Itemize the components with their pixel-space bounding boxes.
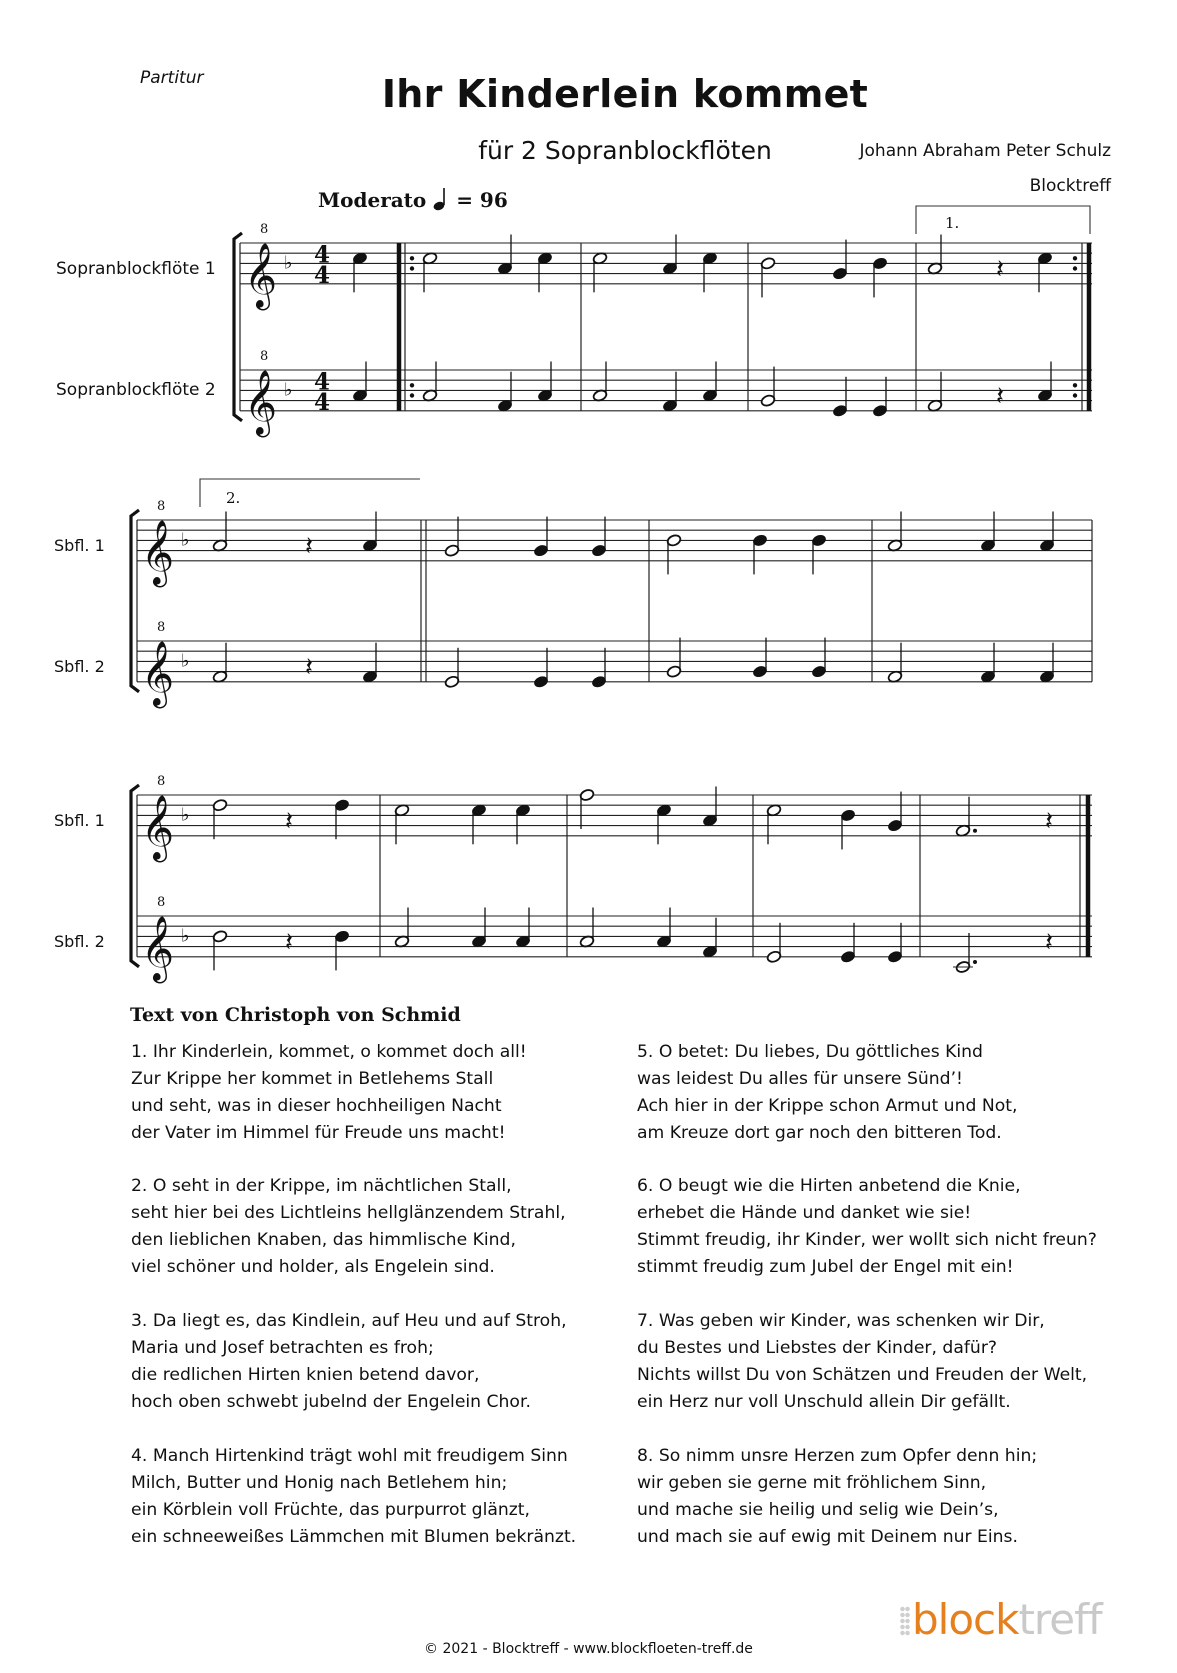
staff-label-sopran-1: Sopranblockflöte 1 xyxy=(56,259,216,279)
treble-clef-icon: 𝄞 xyxy=(141,519,175,585)
system-bracket xyxy=(131,785,139,967)
treble-clef-icon: 𝄞 xyxy=(141,915,175,981)
quarter-rest-icon: 𝄽 xyxy=(996,254,1004,285)
quarter-rest-icon: 𝄽 xyxy=(305,531,313,562)
logo-text-block: block xyxy=(912,1595,1019,1644)
instrumentation-subtitle: für 2 Sopranblockflöten xyxy=(478,136,772,165)
octave-8-mark: 8 xyxy=(260,222,269,237)
augmentation-dot xyxy=(973,960,977,964)
flat-key-signature: ♭ xyxy=(181,925,190,947)
blocktreff-logo xyxy=(900,1595,1102,1644)
repeat-dot xyxy=(1073,256,1077,260)
composer-name: Johann Abraham Peter Schulz xyxy=(859,141,1111,161)
verse-1: 1. Ihr Kinderlein, kommet, o kommet doch all! Zur Krippe her kommet in Betlehems Stall und seht, was in dieser hochheiligen Nacht der Vater im Himmel für Freude uns macht! xyxy=(131,1042,527,1143)
system-bracket xyxy=(234,233,242,421)
verse-4: 4. Manch Hirtenkind trägt wohl mit freudigem Sinn Milch, Butter und Honig nach Betlehem hin; ein Körblein voll Früchte, das purpurrot glänzt, ein schneeweißes Lämmchen mit Blumen bekränzt. xyxy=(131,1446,577,1547)
quarter-rest-icon: 𝄽 xyxy=(285,927,293,958)
treble-clef-icon: 𝄞 xyxy=(141,640,175,706)
repeat-dot xyxy=(410,383,414,387)
time-signature-bottom: 4 xyxy=(314,261,331,289)
octave-8-mark: 8 xyxy=(157,895,166,910)
copyright-footer: © 2021 - Blocktreff - www.blockfloeten-treff.de xyxy=(424,1641,753,1657)
tempo-value: = 96 xyxy=(456,188,508,212)
arranger-name: Blocktreff xyxy=(1029,176,1111,196)
octave-8-mark: 8 xyxy=(157,774,166,789)
flat-key-signature: ♭ xyxy=(284,379,293,401)
staff-label-sbfl-1: Sbfl. 1 xyxy=(54,536,105,555)
time-signature-top: 4 xyxy=(314,241,331,269)
augmentation-dot xyxy=(973,829,977,833)
verse-3: 3. Da liegt es, das Kindlein, auf Heu und auf Stroh, Maria und Josef betrachten es froh; die redlichen Hirten knien betend davor, hoch oben schwebt jubelnd der Engelein Chor. xyxy=(131,1311,567,1412)
volta-1-label: 1. xyxy=(945,214,960,232)
treble-clef-icon: 𝄞 xyxy=(244,369,278,435)
treble-clef-icon: 𝄞 xyxy=(141,794,175,860)
treble-clef-icon: 𝄞 xyxy=(244,242,278,308)
quarter-rest-icon: 𝄽 xyxy=(996,381,1004,412)
verse-5: 5. O betet: Du liebes, Du göttliches Kind was leidest Du alles für unsere Sünd’! Ach hier in der Krippe schon Armut und Not, am Kreuze dort gar noch den bitteren Tod. xyxy=(637,1042,1018,1143)
logo-dots-icon xyxy=(900,1606,910,1636)
staff-label-sbfl-1: Sbfl. 1 xyxy=(54,811,105,830)
repeat-dot xyxy=(1073,266,1077,270)
repeat-dot xyxy=(1073,383,1077,387)
flat-key-signature: ♭ xyxy=(181,529,190,551)
repeat-dot xyxy=(410,393,414,397)
staff-label-sopran-2: Sopranblockflöte 2 xyxy=(56,380,216,400)
octave-8-mark: 8 xyxy=(157,620,166,635)
verse-6: 6. O beugt wie die Hirten anbetend die Knie, erhebet die Hände und danket wie sie! Stimmt freudig, ihr Kinder, wer wollt sich nicht freun? stimmt freudig zum Jubel der Engel mit ein! xyxy=(637,1176,1097,1277)
octave-8-mark: 8 xyxy=(157,499,166,514)
staff-label-sbfl-2: Sbfl. 2 xyxy=(54,932,105,951)
verse-2: 2. O seht in der Krippe, im nächtlichen Stall, seht hier bei des Lichtleins hellglänzendem Strahl, den lieblichen Knaben, das himmlische Kind, viel schöner und holder, als Engelein sind. xyxy=(131,1176,566,1277)
quarter-rest-icon: 𝄽 xyxy=(285,806,293,837)
lyrics-heading: Text von Christoph von Schmid xyxy=(130,1004,461,1026)
staff-label-sbfl-2: Sbfl. 2 xyxy=(54,657,105,676)
score-type-label: Partitur xyxy=(140,68,204,88)
repeat-dot xyxy=(410,266,414,270)
quarter-rest-icon: 𝄽 xyxy=(305,652,313,683)
volta-bracket xyxy=(916,206,1090,234)
quarter-rest-icon: 𝄽 xyxy=(1045,806,1053,837)
time-signature-top: 4 xyxy=(314,368,331,396)
flat-key-signature: ♭ xyxy=(284,252,293,274)
flat-key-signature: ♭ xyxy=(181,650,190,672)
flat-key-signature: ♭ xyxy=(181,804,190,826)
logo-text-treff: treff xyxy=(1018,1595,1102,1644)
volta-2-label: 2. xyxy=(226,489,241,507)
system-bracket xyxy=(131,510,139,692)
repeat-dot xyxy=(410,256,414,260)
song-title: Ihr Kinderlein kommet xyxy=(381,72,869,116)
time-signature-bottom: 4 xyxy=(314,388,331,416)
verse-7: 7. Was geben wir Kinder, was schenken wir Dir, du Bestes und Liebstes der Kinder, dafür? Nichts willst Du von Schätzen und Freuden der Welt, ein Herz nur voll Unschuld allein Dir gefällt. xyxy=(637,1311,1088,1412)
verse-8: 8. So nimm unsre Herzen zum Opfer denn hin; wir geben sie gerne mit fröhlichem Sinn, und mache sie heilig und selig wie Dein’s, und mach sie auf ewig mit Deinem nur Eins. xyxy=(637,1446,1038,1547)
repeat-dot xyxy=(1073,393,1077,397)
tempo-word: Moderato xyxy=(318,188,427,212)
quarter-rest-icon: 𝄽 xyxy=(1045,927,1053,958)
octave-8-mark: 8 xyxy=(260,349,269,364)
